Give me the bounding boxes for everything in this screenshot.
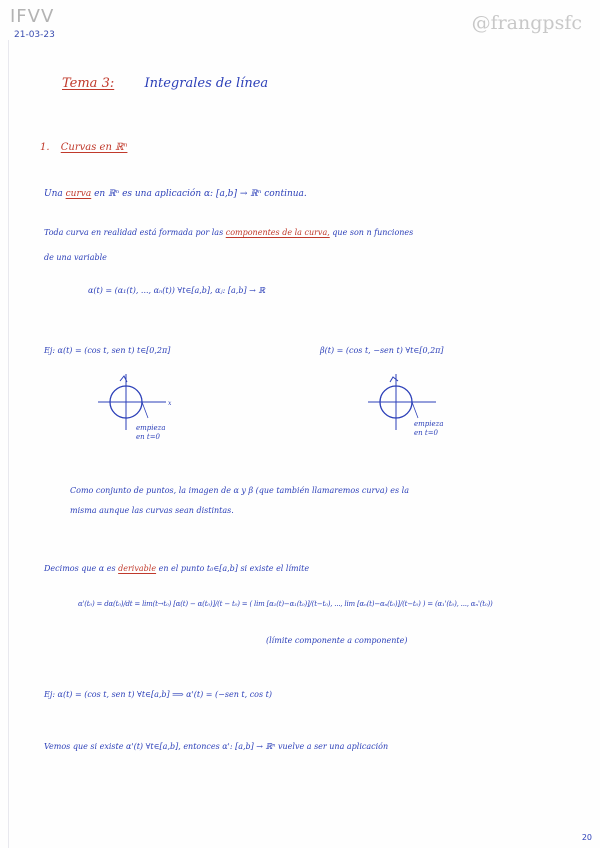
- components-text: Toda curva en realidad está formada por las: [44, 228, 224, 237]
- left-note-line-1: empieza: [136, 424, 166, 432]
- right-figure-note: [414, 420, 444, 438]
- right-note-line-2: en t=0: [414, 429, 439, 437]
- definition-curve: [44, 189, 307, 199]
- right-note-line-1: empieza: [414, 420, 444, 428]
- traces-line-2: misma aunque las curvas sean distintas.: [70, 506, 234, 515]
- example-derivative: Ej: α(t) = (cos t, sen t) ∀t∈[a,b] ⟹ α'(t) = (−sen t, cos t): [44, 690, 272, 699]
- left-note-line-2: en t=0: [136, 433, 161, 441]
- svg-text:x: x: [168, 400, 172, 407]
- components-line-1: [44, 228, 413, 237]
- traces-line-1: Como conjunto de puntos, la imagen de α y β (que también llamaremos curva) es la: [70, 486, 409, 495]
- derivable-term: derivable: [118, 564, 157, 573]
- components-tail: que son n funciones: [332, 228, 414, 237]
- start-pointer: [412, 402, 418, 418]
- def-word: Una: [44, 189, 63, 199]
- closing-line: Vemos que si existe α'(t) ∀t∈[a,b], entonces α': [a,b] → ℝⁿ vuelve a ser una aplicación: [44, 742, 389, 751]
- formula-components: α(t) = (α₁(t), ..., αₙ(t)) ∀t∈[a,b], αⱼ: [a,b] → ℝ: [88, 286, 265, 295]
- derivative-formula: α'(t₀) = dα(t₀)/dt = lim(t→t₀) [α(t) − α(t₀)]/(t − t₀) = ( lim [α₁(t)−α₁(t₀)]/(t−t₀), ..., lim [αₙ(t)−αₙ(t₀)]/(t−t₀) ) = (α₁'(t₀), ..., αₙ'(t₀)): [78, 600, 493, 608]
- tema-label: Tema 3:: [62, 76, 115, 91]
- derivable-intro: [44, 564, 309, 573]
- derivative-note: (límite componente a componente): [266, 636, 408, 645]
- page-number: 20: [581, 833, 592, 842]
- section-title: Curvas en ℝⁿ: [60, 142, 128, 153]
- def-term-curva: curva: [65, 189, 92, 199]
- tema-name: Integrales de línea: [144, 76, 269, 91]
- brand-watermark: IFVV: [10, 6, 55, 27]
- derivable-intro-tail: en el punto t₀∈[a,b] si existe el límite: [158, 564, 310, 573]
- left-figure-note: [136, 424, 166, 442]
- start-pointer: [142, 402, 148, 418]
- section-number: 1.: [40, 142, 50, 153]
- author-handle-watermark: @frangpsfc: [471, 12, 582, 34]
- def-rest: en ℝⁿ es una aplicación α: [a,b] → ℝⁿ continua.: [94, 189, 307, 199]
- example-alpha: Ej: α(t) = (cos t, sen t) t∈[0,2π]: [44, 346, 171, 355]
- page-date: 21-03-23: [14, 30, 55, 40]
- example-beta: β(t) = (cos t, −sen t) ∀t∈[0,2π]: [320, 346, 444, 355]
- components-line-2: de una variable: [44, 253, 107, 262]
- derivable-intro-text: Decimos que α es: [44, 564, 116, 573]
- section-heading: [40, 142, 127, 153]
- margin-line: [8, 40, 9, 848]
- direction-arrow-icon: [390, 377, 398, 382]
- components-term: componentes de la curva,: [225, 228, 330, 237]
- page-title: [62, 76, 268, 91]
